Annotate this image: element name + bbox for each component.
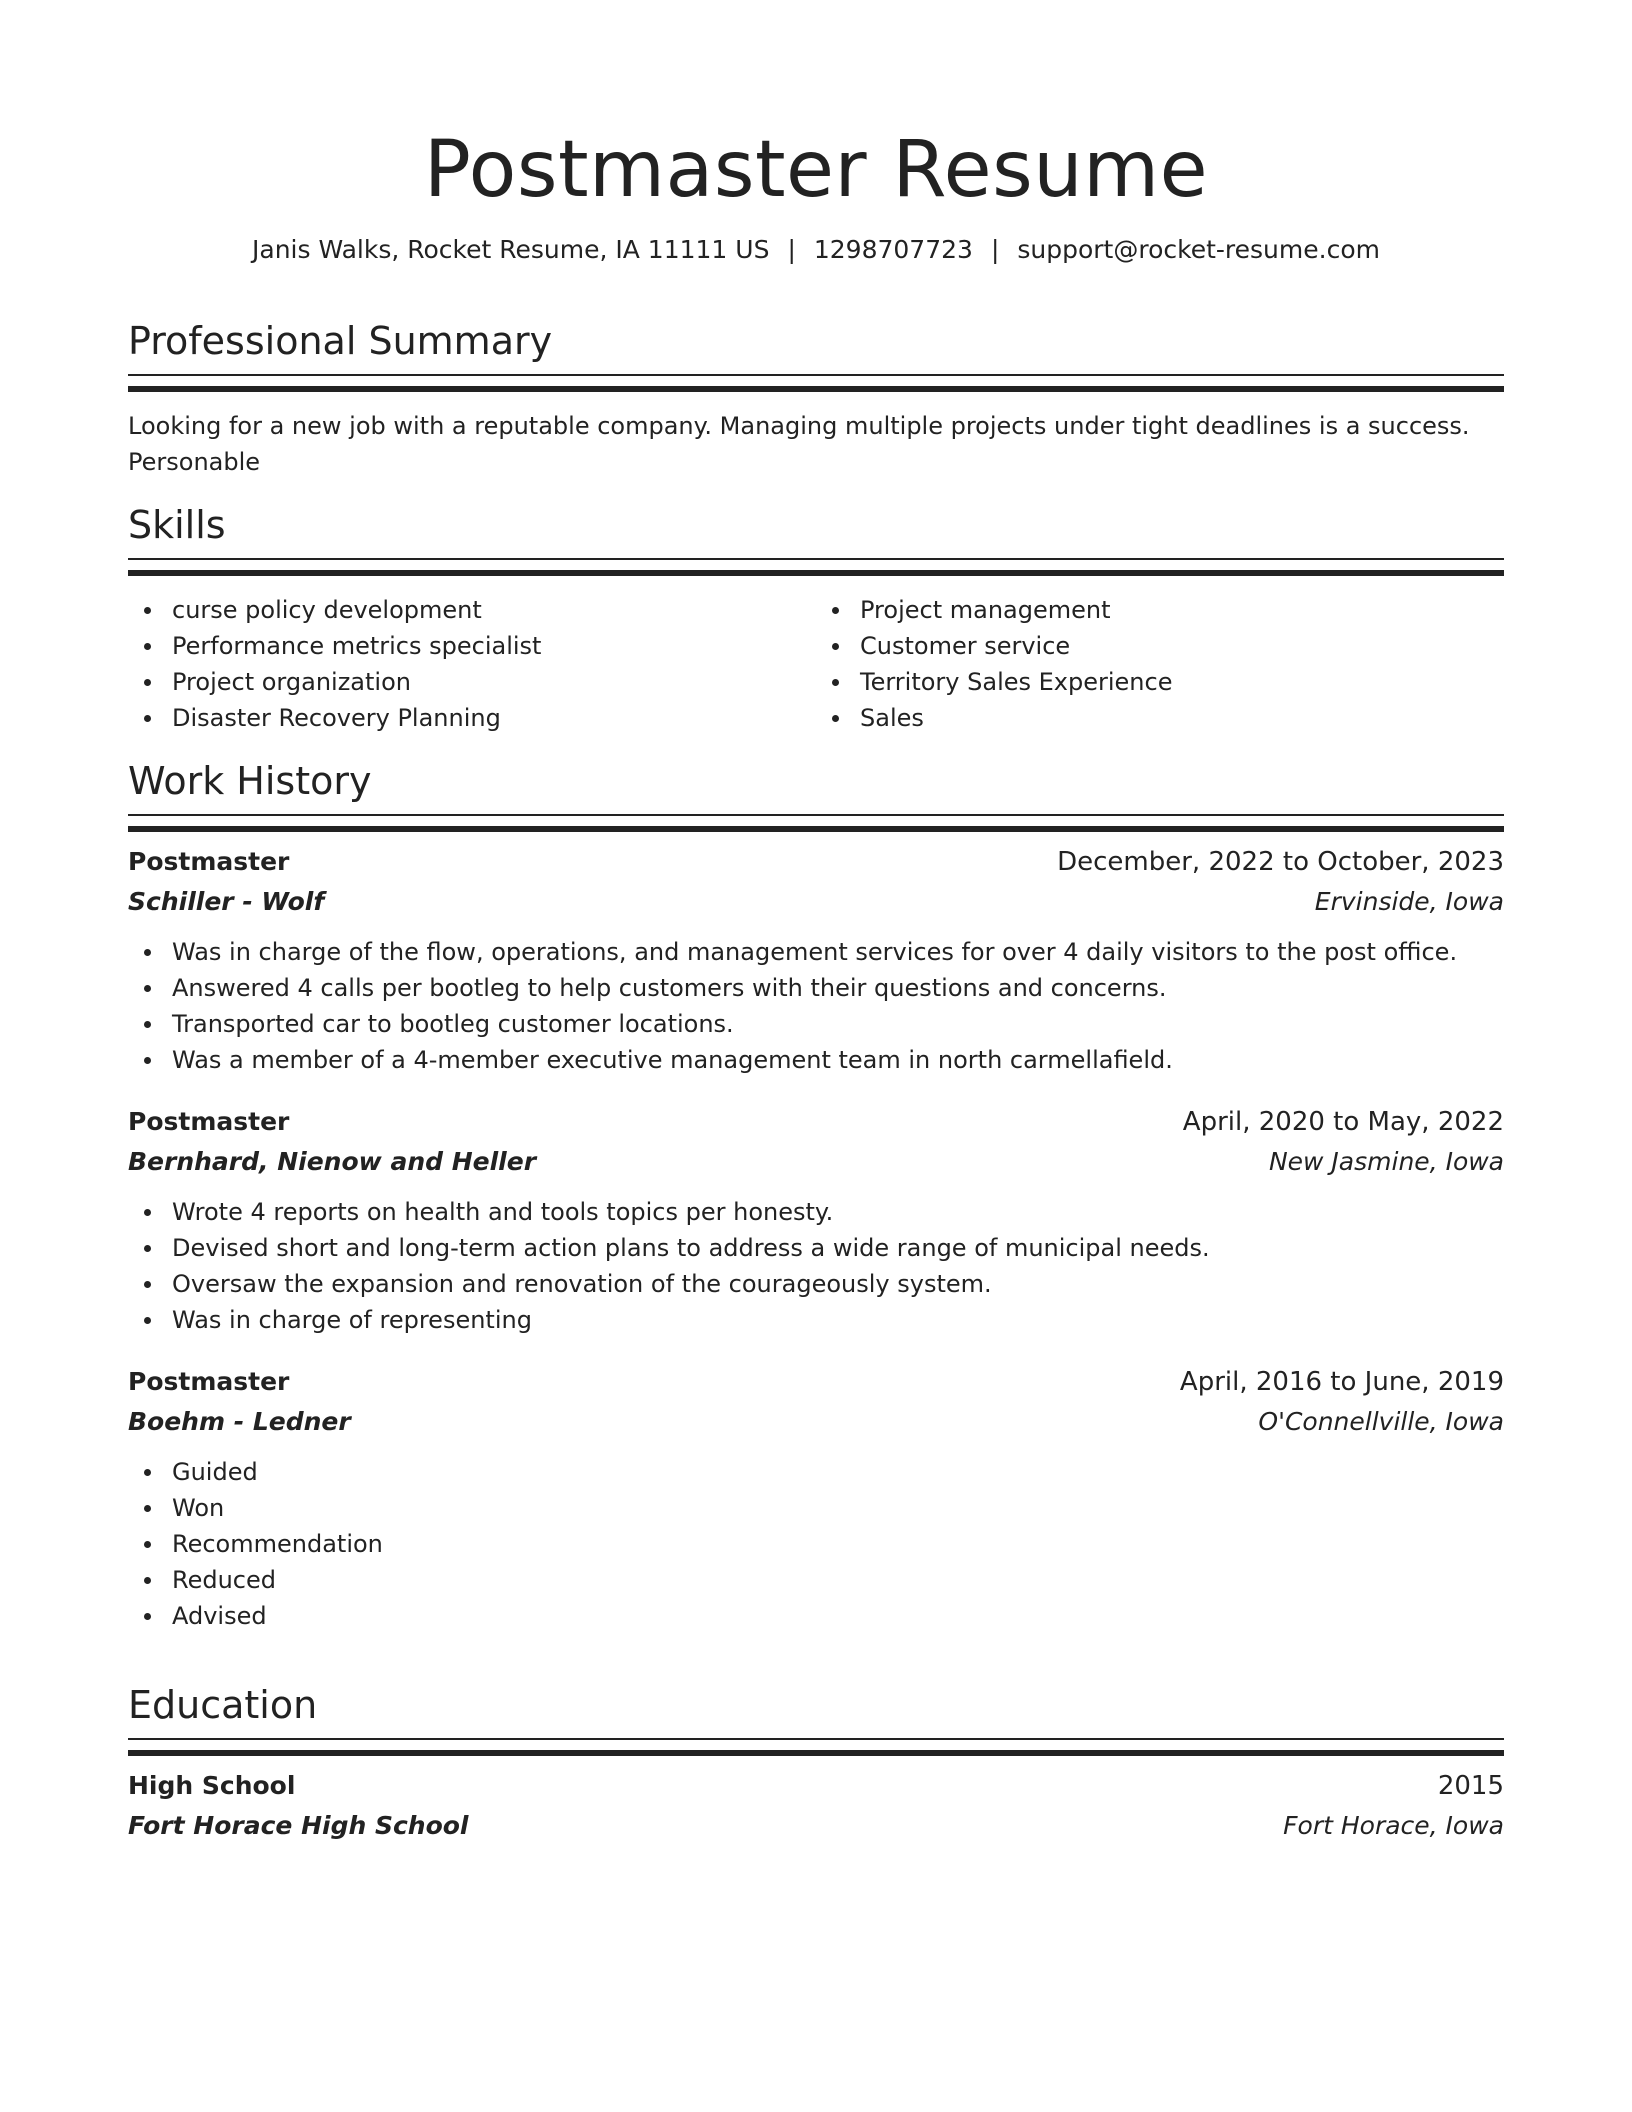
job-duties — [128, 1454, 1504, 1634]
summary-section — [128, 318, 1504, 480]
skills-section — [128, 502, 1504, 736]
section-divider — [128, 814, 1504, 832]
skill-item: Territory Sales Experience — [816, 664, 1504, 700]
skill-item: Customer service — [816, 628, 1504, 664]
education-subheader — [128, 1806, 1504, 1846]
education-section — [128, 1682, 1504, 1846]
job-duties — [128, 1194, 1504, 1338]
skills-grid — [128, 592, 1504, 736]
job-entry — [128, 842, 1504, 1078]
job-entry — [128, 1362, 1504, 1634]
education-location: Fort Horace, Iowa — [1283, 1811, 1504, 1840]
education-heading: Education — [128, 1683, 318, 1727]
job-location: New Jasmine, Iowa — [1268, 1147, 1504, 1176]
job-duties — [128, 934, 1504, 1078]
skills-list-left — [128, 592, 816, 736]
job-entry — [128, 1102, 1504, 1338]
job-title: Postmaster — [128, 847, 290, 876]
contact-phone: 1298707723 — [813, 235, 973, 264]
duty-item: Oversaw the expansion and renovation of the courageously system. — [128, 1266, 1504, 1302]
section-divider — [128, 558, 1504, 576]
job-company: Boehm - Ledner — [128, 1407, 351, 1436]
contact-line — [128, 234, 1504, 266]
skill-item: curse policy development — [128, 592, 816, 628]
skill-item: Performance metrics specialist — [128, 628, 816, 664]
job-header — [128, 1362, 1504, 1402]
summary-heading: Professional Summary — [128, 319, 553, 363]
education-entry — [128, 1766, 1504, 1846]
job-dates: April, 2020 to May, 2022 — [1182, 1107, 1504, 1137]
job-title: Postmaster — [128, 1107, 290, 1136]
job-dates: April, 2016 to June, 2019 — [1179, 1367, 1504, 1397]
duty-item: Advised — [128, 1598, 1504, 1634]
education-degree: High School — [128, 1771, 296, 1800]
duty-item: Answered 4 calls per bootleg to help customers with their questions and concerns. — [128, 970, 1504, 1006]
contact-address: Janis Walks, Rocket Resume, IA 11111 US — [252, 235, 770, 264]
job-title: Postmaster — [128, 1367, 290, 1396]
duty-item: Guided — [128, 1454, 1504, 1490]
job-company: Schiller - Wolf — [128, 887, 325, 916]
job-company: Bernhard, Nienow and Heller — [128, 1147, 537, 1176]
duty-item: Reduced — [128, 1562, 1504, 1598]
job-location: O'Connellville, Iowa — [1258, 1407, 1504, 1436]
job-location: Ervinside, Iowa — [1314, 887, 1504, 916]
skill-item: Project management — [816, 592, 1504, 628]
section-divider — [128, 1738, 1504, 1756]
duty-item: Was in charge of representing — [128, 1302, 1504, 1338]
skill-item: Sales — [816, 700, 1504, 736]
section-divider — [128, 374, 1504, 392]
duty-item: Won — [128, 1490, 1504, 1526]
duty-item: Transported car to bootleg customer locations. — [128, 1006, 1504, 1042]
skills-list-right — [816, 592, 1504, 736]
job-header — [128, 1102, 1504, 1142]
duty-item: Wrote 4 reports on health and tools topics per honesty. — [128, 1194, 1504, 1230]
resume-title: Postmaster Resume — [423, 125, 1209, 215]
work-section — [128, 758, 1504, 1634]
duty-item: Recommendation — [128, 1526, 1504, 1562]
job-subheader — [128, 1142, 1504, 1182]
duty-item: Devised short and long-term action plans to address a wide range of municipal needs. — [128, 1230, 1504, 1266]
job-dates: December, 2022 to October, 2023 — [1057, 847, 1504, 877]
job-header — [128, 842, 1504, 882]
skill-item: Disaster Recovery Planning — [128, 700, 816, 736]
education-year: 2015 — [1437, 1771, 1504, 1801]
contact-email: support@rocket-resume.com — [1017, 235, 1380, 264]
summary-text: Looking for a new job with a reputable company. Managing multiple projects under tight deadlines is a success. Personable — [128, 412, 1470, 476]
work-heading: Work History — [128, 759, 372, 803]
education-header — [128, 1766, 1504, 1806]
skill-item: Project organization — [128, 664, 816, 700]
duty-item: Was a member of a 4-member executive management team in north carmellafield. — [128, 1042, 1504, 1078]
job-subheader — [128, 882, 1504, 922]
contact-separator: | — [990, 235, 1000, 264]
job-subheader — [128, 1402, 1504, 1442]
contact-separator: | — [787, 235, 796, 264]
skills-heading: Skills — [128, 503, 226, 547]
duty-item: Was in charge of the flow, operations, and management services for over 4 daily visitors to the post office. — [128, 934, 1504, 970]
education-school: Fort Horace High School — [128, 1811, 469, 1840]
